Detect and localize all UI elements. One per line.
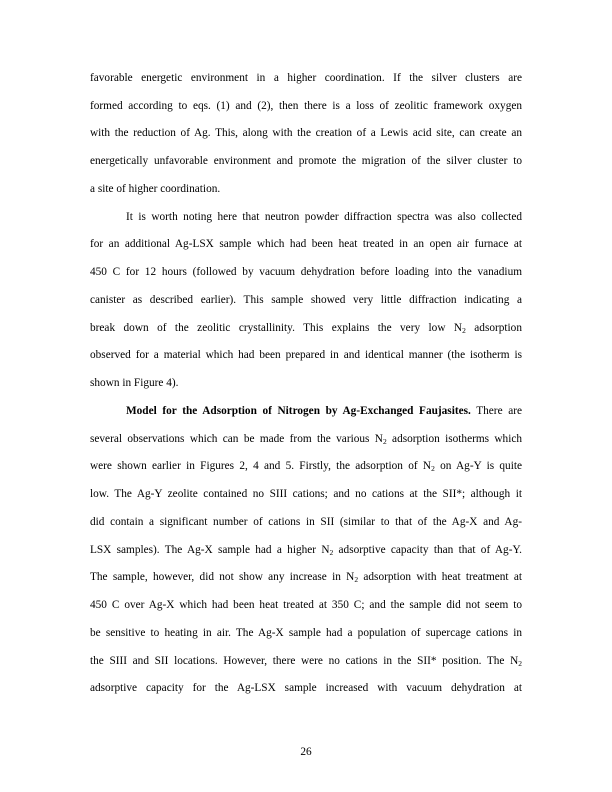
paragraph-2-line-3: 450 C for 12 hours (followed by vacuum dehydration before loading into the vanadium (90, 266, 522, 278)
text-run: adsorptive capacity than that of Ag-Y. (333, 544, 522, 556)
page-number: 26 (300, 746, 312, 758)
subscript: 2 (382, 437, 387, 446)
paragraph-2-line-1: It is worth noting here that neutron powder diffraction spectra was also collected (126, 211, 522, 223)
subscript: 2 (354, 575, 359, 584)
section-heading: Model for the Adsorption of Nitrogen by Ag-Exchanged Faujasites. (126, 405, 471, 417)
subscript: 2 (462, 326, 466, 335)
paragraph-3-line-6 (90, 543, 522, 557)
paragraph-2-line-4: canister as described earlier). This sample showed very little diffraction indicating a (90, 294, 522, 306)
paragraph-1-line-1: favorable energetic environment in a higher coordination. If the silver clusters are (90, 72, 522, 84)
text-run: LSX samples). The Ag-X sample had a higher N (90, 544, 330, 556)
subscript: 2 (431, 464, 435, 473)
paragraph-3-line-3 (90, 459, 522, 473)
text-run: the SIII and SII locations. However, there were no cations in the SII* position. The N (90, 655, 519, 667)
paragraph-1-line-2: formed according to eqs. (1) and (2), then there is a loss of zeolitic framework oxygen (90, 100, 522, 112)
paragraph-1-line-3: with the reduction of Ag. This, along with the creation of a Lewis acid site, can create an (90, 127, 522, 139)
paragraph-3-line-10 (90, 654, 522, 668)
paragraph-3-line-4: low. The Ag-Y zeolite contained no SIII cations; and no cations at the SII*; although it (90, 488, 522, 500)
text-run: were shown earlier in Figures 2, 4 and 5. Firstly, the adsorption of N (90, 460, 432, 472)
paragraph-2-line-6: observed for a material which had been prepared in and identical manner (the isotherm is (90, 349, 522, 361)
paragraph-3-line-1 (126, 404, 522, 418)
paragraph-3-line-8: 450 C over Ag-X which had been heat treated at 350 C; and the sample did not seem to (90, 599, 522, 611)
paragraph-1-line-4: energetically unfavorable environment and promote the migration of the silver cluster to (90, 155, 522, 167)
text-run: several observations which can be made from the various N (90, 433, 383, 445)
paragraph-2-line-2: for an additional Ag-LSX sample which had been heat treated in an open air furnace at (90, 238, 522, 250)
text-run: The sample, however, did not show any increase in N (90, 571, 355, 583)
text-run: break down of the zeolitic crystallinity. This explains the very low N (90, 322, 463, 334)
paragraph-2-line-5 (90, 321, 522, 335)
subscript: 2 (518, 659, 522, 668)
paragraph-3-line-9: be sensitive to heating in air. The Ag-X sample had a population of supercage cations in (90, 627, 522, 639)
subscript: 2 (329, 548, 334, 557)
text-run: adsorption (465, 322, 522, 334)
text-run: adsorption with heat treatment at (358, 571, 522, 583)
text-run: on Ag-Y is quite (434, 460, 523, 472)
paragraph-3-line-11: adsorptive capacity for the Ag-LSX sample increased with vacuum dehydration at (90, 682, 522, 694)
text-run: adsorption isotherms which (386, 433, 523, 445)
paragraph-2-line-7: shown in Figure 4). (90, 377, 179, 389)
paragraph-3-line-7 (90, 570, 522, 584)
text-run: There are (470, 405, 522, 417)
paragraph-3-line-5: did contain a significant number of cations in SII (similar to that of the Ag-X and Ag- (90, 516, 522, 528)
paragraph-1-line-5: a site of higher coordination. (90, 183, 221, 195)
paragraph-3-line-2 (90, 432, 522, 446)
